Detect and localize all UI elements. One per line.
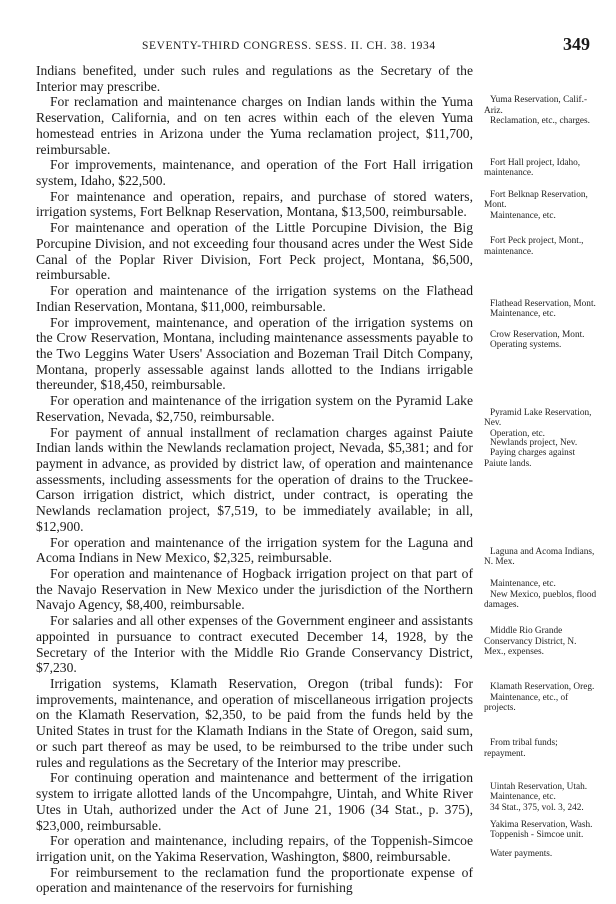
margin-note: Pyramid Lake Reservation, Nev. Operation, etc.: [484, 407, 592, 439]
paragraph: For operation and maintenance, including repairs, of the Toppenish-Simcoe irrigation unit, on the Yakima Reservation, Washington, $800, reimbursable.: [36, 833, 473, 864]
paragraph: For operation and maintenance of the irrigation system on the Pyramid Lake Reservation, Nevada, $2,750, reimbursable.: [36, 393, 473, 424]
margin-note: Yakima Reservation, Wash. Toppenish - Simcoe unit.: [490, 819, 593, 841]
paragraph: For maintenance and operation, repairs, and purchase of stored waters, irrigation systems, Fort Belknap Reservation, Montana, $13,500, reimbursable.: [36, 188, 473, 220]
paragraph: For continuing operation and maintenance and betterment of the irrigation system to irrigate allotted lands of the Uncompahgre, Uintah, and White River Utes in Utah, authorized under the Act of June 21, 1906 (34 Stat., p. 375), $23,000, reimbursable.: [36, 770, 473, 833]
paragraph: For reimbursement to the reclamation fund the proportionate expense of operation and maintenance of the reservoirs for furnishing: [36, 864, 473, 896]
paragraph: For operation and maintenance of Hogback irrigation project on that part of the Navajo Reservation in New Mexico under the jurisdiction of the Northern Navajo Agency, $8,400, reimbursable.: [36, 566, 473, 613]
paragraph: For improvements, maintenance, and operation of the Fort Hall irrigation system, Idaho, $22,500.: [36, 157, 473, 189]
running-header: [36, 34, 590, 56]
paragraph: For maintenance and operation of the Little Porcupine Division, the Big Porcupine Division, and not exceeding four thousand acres under the West Side Canal of the Poplar River Division, Fort Peck project, Montana, $6,500, reimbursable.: [36, 220, 473, 283]
paragraph: For operation and maintenance of the irrigation systems on the Flathead Indian Reservation, Montana, $11,000, reimbursable.: [36, 283, 473, 314]
paragraph: Irrigation systems, Klamath Reservation, Oregon (tribal funds): For improvements, maintenance, and operation of miscellaneous irrigation projects on the Klamath Reservation, $2,350, to be paid from the funds held by the United States in trust for the Klamath Indians in the State of Oregon, said sum, or such part thereof as may be used, to be reimbursed to the tribe under such rules and regulations as the Secretary of the Interior may prescribe.: [36, 676, 473, 770]
paragraph: For salaries and all other expenses of the Government engineer and assistants appointed in pursuance to contract executed December 14, 1928, by the Secretary of the Interior with the Middle Rio Grande Conservancy District, $7,230.: [36, 613, 473, 676]
margin-note: Klamath Reservation, Oreg. Maintenance, etc., of projects.: [484, 682, 595, 714]
running-title: SEVENTY-THIRD CONGRESS. SESS. II. CH. 38. 1934: [142, 40, 436, 52]
margin-note: Flathead Reservation, Mont. Maintenance, etc.: [490, 298, 596, 320]
paragraph: Indians benefited, under such rules and regulations as the Secretary of the Interior may prescribe.: [36, 63, 473, 94]
page-number: 349: [563, 34, 590, 54]
paragraph: For improvement, maintenance, and operation of the irrigation systems on the Crow Reservation, Montana, including maintenance assessments payable to the Two Leggins Water Users' Association and Bozeman Trail Ditch Company, Montana, properly assessable against lands allotted to the Indians irrigable thereunder, $18,450, reimbursable.: [36, 314, 473, 393]
margin-note: Uintah Reservation, Utah. Maintenance, etc. 34 Stat., 375, vol. 3, 242.: [490, 781, 588, 813]
margin-note: Newlands project, Nev. Paying charges against Paiute lands.: [484, 438, 578, 469]
margin-note: Fort Belknap Reservation, Mont. Maintenance, etc.: [484, 189, 588, 221]
margin-note: Water payments.: [490, 849, 553, 859]
margin-note: Yuma Reservation, Calif.-Ariz. Reclamation, etc., charges.: [484, 95, 590, 126]
margin-note: Crow Reservation, Mont. Operating systems.: [490, 330, 585, 351]
margin-note: Middle Rio Grande Conservancy District, N. Mex., expenses.: [484, 626, 577, 658]
margin-note: From tribal funds; repayment.: [484, 738, 558, 759]
paragraph: For operation and maintenance of the irrigation system for the Laguna and Acoma Indians in New Mexico, $2,325, reimbursable.: [36, 534, 473, 566]
margin-note: Fort Peck project, Mont., maintenance.: [484, 236, 584, 257]
paragraph: For payment of annual installment of reclamation charges against Paiute Indian lands within the Newlands reclamation project, Nevada, $5,381; and for payment in advance, as provided by district law, of operation and maintenance assessments, including assessments for the operation of drains to the Truckee-Carson irrigation district, which district, under contract, is operating the Newlands reclamation project, $7,519, to be immediately available; in all, $12,900.: [36, 424, 473, 534]
paragraph: For reclamation and maintenance charges on Indian lands within the Yuma Reservation, California, and on ten acres within each of the eleven Yuma homestead entries in Arizona under the Yuma reclamation project, $11,700, reimbursable.: [36, 94, 473, 157]
margin-note: Fort Hall project, Idaho, maintenance.: [484, 157, 581, 179]
margin-note: Laguna and Acoma Indians, N. Mex.: [484, 546, 595, 568]
margin-note: Maintenance, etc. New Mexico, pueblos, flood damages.: [484, 579, 597, 610]
body-text: [36, 63, 473, 896]
